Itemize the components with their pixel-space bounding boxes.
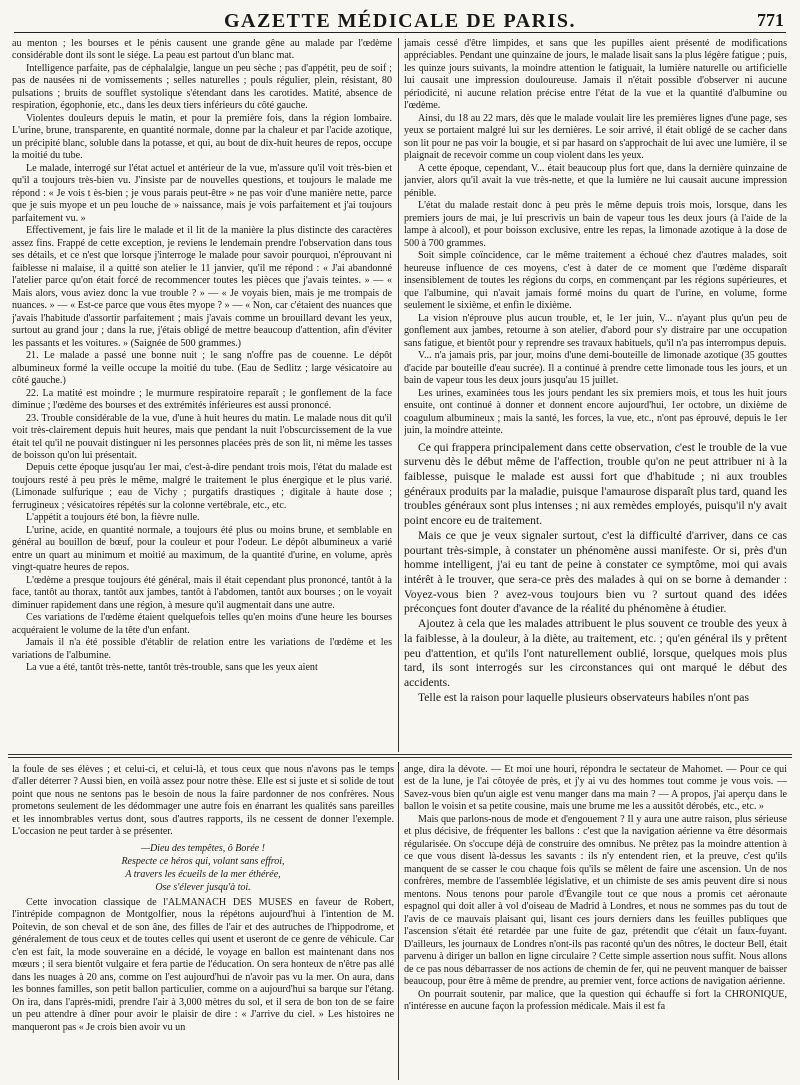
paragraph: Le malade, interrogé sur l'état actuel et antérieur de la vue, m'assure qu'il voit très-bien et qu'il a toujours très-bien vu. J'insiste par de nouvelles questions, et toujours le malade me répond : « Je vois t ès-bien ; je vous parais peut-être » ne pas voir d'une manière nette, parce que je suis myope et un peu louche de » naissance, mais je vois parfaitement et j'ai toujours parfaitement vu. »: [12, 162, 392, 224]
poem-quote: [12, 842, 394, 894]
paragraph: 21. Le malade a passé une bonne nuit ; le sang n'offre pas de couenne. Le dépôt albumineux formé la veille occupe la moitié du tube. (Eau de Sedlitz ; large vésicatoire au côté gauche.): [12, 350, 392, 387]
feuilleton-left-column: [12, 764, 394, 1082]
paragraph: 22. La matité est moindre ; le murmure respiratoire reparaît ; le gonflement de la face diminue ; l'œdème des bourses et des extrémités inférieures est aussi prononcé.: [12, 387, 392, 412]
paragraph: Depuis cette époque jusqu'au 1er mai, c'est-à-dire pendant trois mois, l'état du malade est toujours resté à peu près le même, malgré le traitement le plus énergique et le plus varié. (Limonade sulfurique ; eau de Vichy ; purgatifs drastiques ; digitale à haute dose ; ferrugineux ; vésicatoires répétés sur la colonne vertébrale, etc., etc.: [12, 462, 392, 511]
paragraph: Jamais il n'a été possible d'établir de relation entre les variations de l'œdème et les variations de l'albumine.: [12, 637, 392, 661]
paragraph: Ainsi, du 18 au 22 mars, dès que le malade voulait lire les premières lignes d'une page, ses yeux se portaient malgré lui sur les dernières. Le soir arrivé, il était obligé de se cacher dans son lit pour ne pas voir la bougie, et si par hasard on s'approchait de lui avec une lumière, il se plaignait de recevoir comme un coup violent dans les yeux.: [404, 112, 787, 162]
feuilleton-separator: [8, 754, 792, 758]
page-header: [14, 8, 786, 33]
paragraph: On pourrait soutenir, par malice, que la question qui échauffe si fort la CHRONIQUE, n'intéresse en aucune façon la profession médicale. Mais il est fa: [404, 988, 787, 1013]
left-column: [12, 38, 392, 748]
paragraph: Soit simple coïncidence, car le même traitement a échoué chez d'autres malades, soit heureuse influence de ces moyens, c'est à dater de ce moment que l'œdème disparaît insensiblement de toutes les régions du corps, en commençant par les régions supérieures, et que l'albumine, qui n'avait jamais formé moins du quart de l'urine, en volume, forme seulement le sixième, et enfin le dixième.: [404, 250, 787, 312]
paragraph: Cette invocation classique de l'ALMANACH DES MUSES en faveur de Robert, l'intrépide compagnon de Montgolfier, nous la répétons aujourd'hui à l'intention de M. Poitevin, de son cheval et de son âne, des filles de l'air et des autruches de l'hippodrome, et généralement de tous ceux et de toutes celles qui usent et useront de ce genre de véhicule. Car c'en est fait, la mode souveraine en a décidé, le voyage en ballon est maintenant dans nos mœurs ; il sera bientôt vulgaire et fera partie de l'éducation. On sera honteux de n'être pas allé dans les nuages à 20 ans, comme on l'est aujourd'hui de n'avoir pas vu la mer. On aura, dans les bonnes familles, son petit ballon particulier, comme on a aujourd'hui sa barque sur l'étang. On ira, dans l'après-midi, prendre l'air à 3,000 mètres du sol, et il sera de bon ton de se faire un peu attendre à dîner pour avoir le plaisir de dire : « J'arrive du ciel. » Les histoires ne manqueront pas « Je crois bien avoir vu un: [12, 896, 394, 1033]
poem-line: A travers les écueils de la mer éthérée,: [125, 868, 281, 880]
paragraph: L'œdème a presque toujours été général, mais il était cependant plus prononcé, tantôt à la face, tantôt au thorax, tantôt aux jambes, tantôt à l'abdomen, tantôt aux bourses ; on le voyait diminuer rapidement dans une région, à mesure qu'il augmentait dans une autre.: [12, 574, 392, 611]
paragraph: Telle est la raison pour laquelle plusieurs observateurs habiles n'ont pas: [418, 690, 749, 704]
paragraph: Mais que parlons-nous de mode et d'engouement ? Il y aura une autre raison, plus sérieuse et plus décisive, de fréquenter les ballons : c'est que la navigation aérienne va être désormais régularisée. On s'occupe déjà de construire des omnibus. Ne prêtez pas la moindre attention à ce que vous disent là-dessus les savants : ils n'y entendent rien, et la preuve, c'est qu'ils manquent de se casser le cou chaque fois qu'ils se mêlent de faire une ascension. Un de nos confrères, membre de l'assemblée législative, et un chimiste de ses amis peuvent dire si nous mentons. Nous tenons pour parole d'Évangile tout ce que nous a promis cet aéronaute espagnol qui doit aller à vol d'oiseau de Madrid à Londres, et nous ne sommes pas du tout de l'avis de ce mauvais plaisant qui, lisant ces jours derniers dans les feuilles publiques que l'ascension s'était été retardée par une fuite de gaz, prétendit que c'était un faux-fuyant. D'ailleurs, les journaux de Londres n'ont-ils pas raconté qu'un des nôtres, le docteur Bell, était parvenu à diriger un ballon en ligne circulaire ? Cette simple assertion nous suffit. Nous allons de ce pas nous débarrasser de nos actions de chemin de fer, qui ne peuvent manquer de baisser beaucoup, pour être à même de prendre, au premier vent, force actions de navigation aérienne.: [404, 813, 787, 988]
paragraph: au menton ; les bourses et le pénis causent une grande gêne au malade par l'œdème considérable dont ils sont le siége. La peau est partout d'un blanc mat.: [12, 38, 392, 62]
right-column: [404, 38, 787, 748]
paragraph: ange, dira la dévote. — Et moi une houri, répondra le sectateur de Mahomet. — Pour ce qui est de la lune, je l'ai côtoyée de près, et j'y ai vu des hommes tout comme je vous vois. — Savez-vous bien qu'un aigle est venu manger dans ma main ? — A propos, j'ai aperçu dans le ballon le voisin et sa petite cousine, mais une brume me les a aussitôt dérobés, etc., etc. »: [404, 764, 787, 813]
feuilleton-column-divider: [398, 762, 399, 1080]
paragraph: Ces variations de l'œdème étaient quelquefois telles qu'en moins d'une heure les bourses acquéraient le volume de la tête d'un enfant.: [12, 612, 392, 636]
paragraph: Intelligence parfaite, pas de céphalalgie, langue un peu sèche ; pas d'appétit, peu de soif ; pas de nausées ni de vomissements ; selles naturelles ; pouls régulier, plein, résistant, 80 pulsations ; bruits de soufflet systolique s'étendant dans les carotides. Matité, absence de respiration, égophonie, etc., dans les deux tiers inférieurs du côté gauche.: [12, 62, 392, 112]
paragraph: L'état du malade restait donc à peu près le même depuis trois mois, lorsque, dans les premiers jours de mai, je lui prescrivis un bain de vapeur tous les deux jours (à l'aide de la lampe à alcool), et pour boisson exclusive, entre les repas, la limonade azotique à la dose de 500 à 700 grammes.: [404, 200, 787, 249]
paragraph: La vision n'éprouve plus aucun trouble, et, le 1er juin, V... n'ayant plus qu'un peu de gonflement aux jambes, retourne à son atelier, d'abord pour s'y distraire par une occupation sans fatigue, et bientôt pour y reprendre ses travaux habituels, qu'il n'a pas interrompus depuis.: [404, 312, 787, 349]
column-divider: [398, 38, 399, 752]
paragraph: 23. Trouble considérable de la vue, d'une à huit heures du matin. Le malade nous dit qu'il voit très-clairement depuis huit heures, mais que pendant la nuit l'obscurcissement de la vue était tel qu'il ne pouvait distinguer ni les personnes placées près de son lit, ni même les tasses de boisson qu'on lui présentait.: [12, 412, 392, 461]
paragraph: Violentes douleurs depuis le matin, et pour la première fois, dans la région lombaire. L'urine, brune, transparente, en quantité normale, donne par la chaleur et par l'acide azotique, un précipité blanc, soluble dans la potasse, et qui, au bout de dix-huit heures de repos, occupe la moitié du tube.: [12, 112, 392, 162]
journal-title: GAZETTE MÉDICALE DE PARIS.: [223, 10, 577, 32]
paragraph: V... n'a jamais pris, par jour, moins d'une demi-bouteille de limonade azotique (35 gouttes d'acide par bouteille d'eau sucrée). Il a continué à prendre cette limonade tous les jours, et un bain de vapeur tous les deux jours jusqu'au 15 juillet.: [404, 350, 787, 387]
paragraph: La vue a été, tantôt très-nette, tantôt très-trouble, sans que les yeux aient: [26, 662, 318, 674]
paragraph: Ajoutez à cela que les malades attribuent le plus souvent ce trouble des yeux à la faiblesse, à la douleur, à la diète, au traitement, etc. ; qu'en général ils y prêtent peu d'attention, et qu'ils l'ont naturellement oublié, lorsque, quelques mois plus tard, ils sont interrogés sur les circonstances qui ont marqué le début des accidents.: [404, 617, 787, 689]
paragraph: Les urines, examinées tous les jours pendant les six premiers mois, et tous les huit jours ensuite, ont continué à donner et donnent encore aujourd'hui, 1er octobre, un dixième de coagulum albumineux ; mais la santé, les forces, la vue, etc., n'ont pas éprouvé, depuis le 1er juin, la moindre atteinte.: [404, 387, 787, 437]
paragraph: jamais cessé d'être limpides, et sans que les pupilles aient présenté de modifications appréciables. Pendant une quinzaine de jours, le malade lisait sans la plus légère fatigue ; puis, les quinze jours suivants, la moindre attention le fatiguait, la lumière naturelle ou artificielle lui causait une impression douloureuse. Jamais il n'était possible d'observer ni aucune périodicité, ni aucune relation précise entre l'état de la vue et la quantité d'albumine ou l'œdème.: [404, 38, 787, 112]
paragraph: Ce qui frappera principalement dans cette observation, c'est le trouble de la vue survenu dès le début même de l'affection, trouble qu'on ne peut attribuer ni à la faiblesse, puisque le malade est aussi fort que d'habitude ; ni aux troubles généraux produits par la maladie, puisque l'amaurose disparaît plus tard, quand les troubles généraux sont plus intenses ; ni aux remèdes employés, puisqu'il n'y avait point encore eu de traitement.: [404, 440, 787, 528]
page-number: 771: [757, 10, 784, 30]
paragraph: la foule de ses élèves ; et celui-ci, et celui-là, et tous ceux que nous n'avons pas le temps d'aller déterrer ? Aussi bien, en voilà assez pour notre thèse. Elle est si juste et si solide de tout point que nous ne sentons pas le besoin de nous la faire pardonner de nos confrères. Nous prometons seulement de les dédommager une autre fois en énarrant les qualités sans pareilles et les innombrables vertus dont, sous d'autres rapports, ils ne cessent de donner l'exemple. L'occasion ne peut tarder à se présenter.: [12, 764, 394, 838]
paragraph: L'urine, acide, en quantité normale, a toujours été plus ou moins brune, et semblable en général au bouillon de bœuf, pour la couleur et pour l'odeur. Le dépôt albumineux a varié entre un quart au minimum et moitié au maximum, de la quantité d'urine, en volume, après vingt-quatre heures de repos.: [12, 524, 392, 574]
poem-line: Ose s'élever jusqu'à toi.: [155, 881, 251, 893]
paragraph: Mais ce que je veux signaler surtout, c'est la difficulté d'arriver, dans ce cas pourtant très-simple, à constater un phénomène aussi manifeste. Or si, près d'un homme intelligent, j'ai eu tant de peine à constater ce symptôme, moi qui avais intérêt à le trouver, que sera-ce près des malades à qui on se borne à demander : Voyez-vous bien ? avez-vous toujours bien vu ? surtout quand des idées préconçues font douter d'avance de la réalité du phénomène à étudier.: [404, 528, 787, 616]
paragraph: Effectivement, je fais lire le malade et il lit de la manière la plus distincte des caractères assez fins. Frappé de cette exception, je reviens le lendemain prendre l'observation dans tous ses détails, et ce n'est que lorsque j'interroge le malade pour savoir pourquoi, n'éprouvant ni faiblesse ni malaise, il a quitté son atelier le 11 janvier, qu'il me répond : « J'ai abandonné l'atelier parce qu'on était forcé de recommencer toutes les pièces que j'avais teintes. » — « Mais alors, vous aviez donc la vue trouble ? » — « Je voyais bien, mais je me trompais de nuances. » — « Est-ce parce que vous êtes myope ? » — « Non, car c'étaient des nuances que j'avais l'habitude d'assortir parfaitement ; mais j'avais comme un brouillard devant les yeux, surtout au grand jour ; dans la rue, j'étais obligé de mettre beaucoup d'attention, afin d'éviter les passants et les voitures. » (Saignée de 500 grammes.): [12, 225, 392, 349]
poem-line: Respecte ce héros qui, volant sans effroi,: [121, 855, 285, 867]
feuilleton-right-column: [404, 764, 787, 1082]
paragraph: A cette époque, cependant, V... était beaucoup plus fort que, dans la dernière quinzaine de janvier, alors qu'il avait la vue très-nette, et que la lumière ne lui causait aucune impression pénible.: [404, 162, 787, 199]
paragraph: L'appétit a toujours été bon, la fièvre nulle.: [26, 512, 200, 524]
poem-line: —Dieu des tempêtes, ô Borée !: [141, 842, 265, 854]
